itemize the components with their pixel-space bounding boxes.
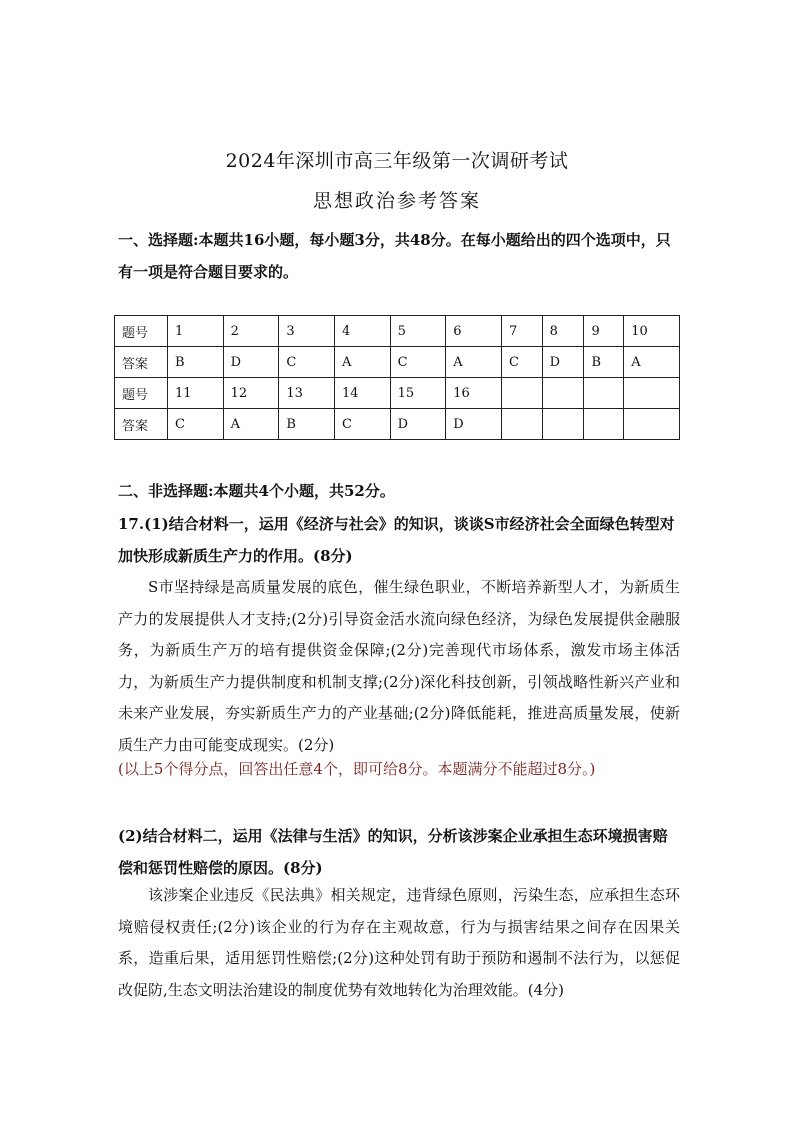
table-cell	[624, 378, 680, 409]
table-cell: 7	[501, 316, 542, 347]
table-cell: C	[279, 347, 335, 378]
table-row	[115, 347, 680, 378]
table-cell: B	[584, 347, 624, 378]
table-cell	[501, 378, 542, 409]
table-cell: A	[446, 347, 502, 378]
table-cell: C	[168, 409, 224, 440]
table-cell: C	[501, 347, 542, 378]
table-cell	[584, 378, 624, 409]
table-cell: 16	[446, 378, 502, 409]
table-cell	[584, 409, 624, 440]
table-cell: 8	[542, 316, 584, 347]
table-cell	[542, 409, 584, 440]
table-cell: 11	[168, 378, 224, 409]
table-cell	[542, 378, 584, 409]
table-cell: 15	[390, 378, 446, 409]
section-2-heading: 二、非选择题:本题共4个小题，共52分。	[118, 482, 395, 500]
question-17-1-prompt: 17.(1)结合材料一，运用《经济与社会》的知识，谈谈S市经济社会全面绿色转型对加快形成新质生产力的作用。(8分)	[118, 515, 675, 565]
row-label: 答案	[115, 409, 168, 440]
table-row	[115, 378, 680, 409]
table-cell: 10	[624, 316, 680, 347]
table-cell: A	[223, 409, 279, 440]
table-cell: 4	[334, 316, 390, 347]
table-cell	[501, 409, 542, 440]
table-cell: D	[446, 409, 502, 440]
section-1-heading: 一、选择题:本题共16小题，每小题3分，共48分。在每小题给出的四个选项中，只有一项是符合题目要求的。	[118, 231, 671, 281]
question-17-1-answer: S市坚持绿是高质量发展的底色，催生绿色职业，不断培养新型人才，为新质生产力的发展提供人才支持;(2分)引导资金活水流向绿色经济，为绿色发展提供金融服务，为新质生产万的培有提供资金保障;(2分)完善现代市场体系，激发市场主体活力，为新质生产力提供制度和机制支撑;(2分)深化科技创新，引领战略性新兴产业和未来产业发展，夯实新质生产力的产业基础;(2分)降低能耗，推进高质量发展，使新质生产力由可能变成现实。(2分)	[118, 578, 680, 754]
table-cell: 3	[279, 316, 335, 347]
table-cell: 5	[390, 316, 446, 347]
table-cell: 6	[446, 316, 502, 347]
row-label: 题号	[115, 378, 168, 409]
table-cell: 12	[223, 378, 279, 409]
table-row	[115, 409, 680, 440]
exam-title: 2024年深圳市高三年级第一次调研考试	[225, 150, 569, 172]
question-17-2-prompt: (2)结合材料二，运用《法律与生活》的知识，分析该涉案企业承担生态环境损害赔偿和惩罚性赔偿的原因。(8分)	[118, 827, 668, 877]
table-cell: A	[334, 347, 390, 378]
answer-table	[114, 315, 680, 440]
table-cell: 13	[279, 378, 335, 409]
table-cell: C	[334, 409, 390, 440]
question-17-2-answer: 该涉案企业违反《民法典》相关规定，违背绿色原则，污染生态，应承担生态环境赔侵权责任;(2分)该企业的行为存在主观故意，行为与损害结果之间存在因果关系，造重后果，适用惩罚性赔偿;(2分)这种处罚有助于预防和遏制不法行为，以惩促改促防,生态文明法治建设的制度优势有效地转化为治理效能。(4分)	[118, 886, 680, 999]
table-cell: 9	[584, 316, 624, 347]
table-cell: D	[542, 347, 584, 378]
table-cell: 14	[334, 378, 390, 409]
row-label: 答案	[115, 347, 168, 378]
table-cell: D	[223, 347, 279, 378]
table-cell: 2	[223, 316, 279, 347]
table-cell: 1	[168, 316, 224, 347]
table-cell: D	[390, 409, 446, 440]
table-cell	[624, 409, 680, 440]
table-cell: C	[390, 347, 446, 378]
table-cell: B	[168, 347, 224, 378]
exam-subtitle: 思想政治参考答案	[312, 190, 481, 212]
row-label: 题号	[115, 316, 168, 347]
table-row	[115, 316, 680, 347]
table-cell: B	[279, 409, 335, 440]
table-cell: A	[624, 347, 680, 378]
question-17-1-scoring-note: (以上5个得分点，回答出任意4个，即可给8分。本题满分不能超过8分。)	[118, 760, 596, 778]
